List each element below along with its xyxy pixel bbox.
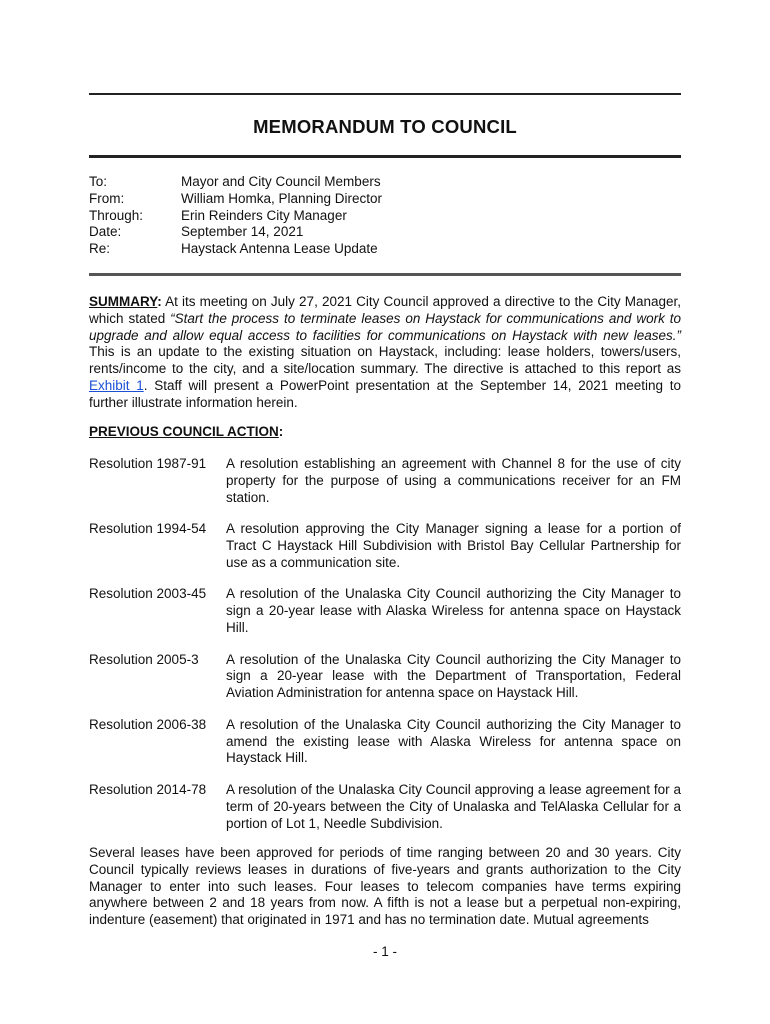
resolution-item xyxy=(89,456,681,506)
resolution-description: A resolution of the Unalaska City Council approving a lease agreement for a term of 20-years between the City of Unalaska and TelAlaska Cellular for a portion of Lot 1, Needle Subdivision. xyxy=(226,781,681,831)
header-value: September 14, 2021 xyxy=(181,224,304,240)
header-rule xyxy=(89,273,681,276)
summary-text: . Staff will present a PowerPoint presentation at the September 14, 2021 meeting to further illustrate information herein. xyxy=(89,377,681,410)
previous-action-colon: : xyxy=(278,424,284,439)
resolution-description: A resolution of the Unalaska City Council authorizing the City Manager to sign a 20-year lease with the Department of Transportation, Federal Aviation Administration for antenna space on Haystack Hill. xyxy=(226,651,681,701)
resolution-number: Resolution 2005-3 xyxy=(89,651,199,667)
header-label: Re: xyxy=(89,241,111,257)
header-row-date xyxy=(89,224,382,241)
closing-paragraph: Several leases have been approved for periods of time ranging between 20 and 30 years. City Council typically reviews leases in durations of five-years and grants authorization to the City Manager to enter into such leases. Four leases to telecom companies have terms expiring anywhere between 2 and 18 years from now. A fifth is not a lease but a perpetual non-expiring, indenture (easement) that originated in 1971 and has no termination date. Mutual agreements xyxy=(89,845,681,928)
summary-colon: : xyxy=(157,294,162,309)
resolution-item xyxy=(89,782,681,832)
header-value: Erin Reinders City Manager xyxy=(181,207,347,223)
header-value: Haystack Antenna Lease Update xyxy=(181,241,378,257)
summary-paragraph xyxy=(89,294,681,412)
summary-text: At its meeting on July 27, 2021 City Council approved a directive to the City Manager, which stated xyxy=(89,294,681,326)
resolution-item xyxy=(89,586,681,636)
header-value: William Homka, Planning Director xyxy=(181,190,383,206)
directive-quote: “Start the process to terminate leases on Haystack for communications and work to upgrade and allow equal access to facilities for communications on Haystack with new leases.” xyxy=(89,310,682,343)
resolution-description: A resolution establishing an agreement with Channel 8 for the use of city property for the purpose of using a communications receiver for an FM station. xyxy=(226,456,681,505)
header-label: From: xyxy=(89,190,125,206)
memo-title: MEMORANDUM TO COUNCIL xyxy=(253,116,517,137)
resolution-item xyxy=(89,652,681,702)
header-row-from xyxy=(89,191,382,208)
resolution-description: A resolution of the Unalaska City Council authorizing the City Manager to sign a 20-year lease with Alaska Wireless for antenna space on Haystack Hill. xyxy=(226,586,681,635)
summary-label: SUMMARY xyxy=(89,294,158,309)
header-row-to xyxy=(89,174,382,191)
resolution-number: Resolution 1987-91 xyxy=(89,456,207,471)
resolution-item xyxy=(89,717,681,767)
resolution-description: A resolution of the Unalaska City Council authorizing the City Manager to amend the existing lease with Alaska Wireless for antenna space on Haystack Hill. xyxy=(226,716,681,766)
header-label: To: xyxy=(89,174,108,189)
resolution-list xyxy=(89,456,681,847)
header-row-through xyxy=(89,208,382,225)
top-rule xyxy=(89,93,681,95)
resolution-item xyxy=(89,521,681,571)
resolution-number: Resolution 1994-54 xyxy=(89,521,207,537)
previous-action-heading xyxy=(89,424,681,441)
resolution-description: A resolution approving the City Manager signing a lease for a portion of Tract C Haystack Hill Subdivision with Bristol Bay Cellular Partnership for use as a communication site. xyxy=(226,521,681,570)
page-number: - 1 - xyxy=(372,944,397,959)
title-rule xyxy=(89,155,681,158)
header-label: Through: xyxy=(89,207,144,223)
header-value: Mayor and City Council Members xyxy=(181,174,381,189)
exhibit-link[interactable]: Exhibit 1 xyxy=(89,377,144,393)
previous-action-label: PREVIOUS COUNCIL ACTION xyxy=(89,424,279,439)
resolution-number: Resolution 2014-78 xyxy=(89,781,207,797)
header-row-re xyxy=(89,241,382,258)
summary-text: This is an update to the existing situation on Haystack, including: lease holders, towers/users, rents/income to the city, and a site/location summary. The directive is attached to this report as xyxy=(89,344,681,377)
header-label: Date: xyxy=(89,224,122,240)
resolution-number: Resolution 2003-45 xyxy=(89,586,207,602)
resolution-number: Resolution 2006-38 xyxy=(89,716,207,732)
memo-header xyxy=(89,174,382,258)
